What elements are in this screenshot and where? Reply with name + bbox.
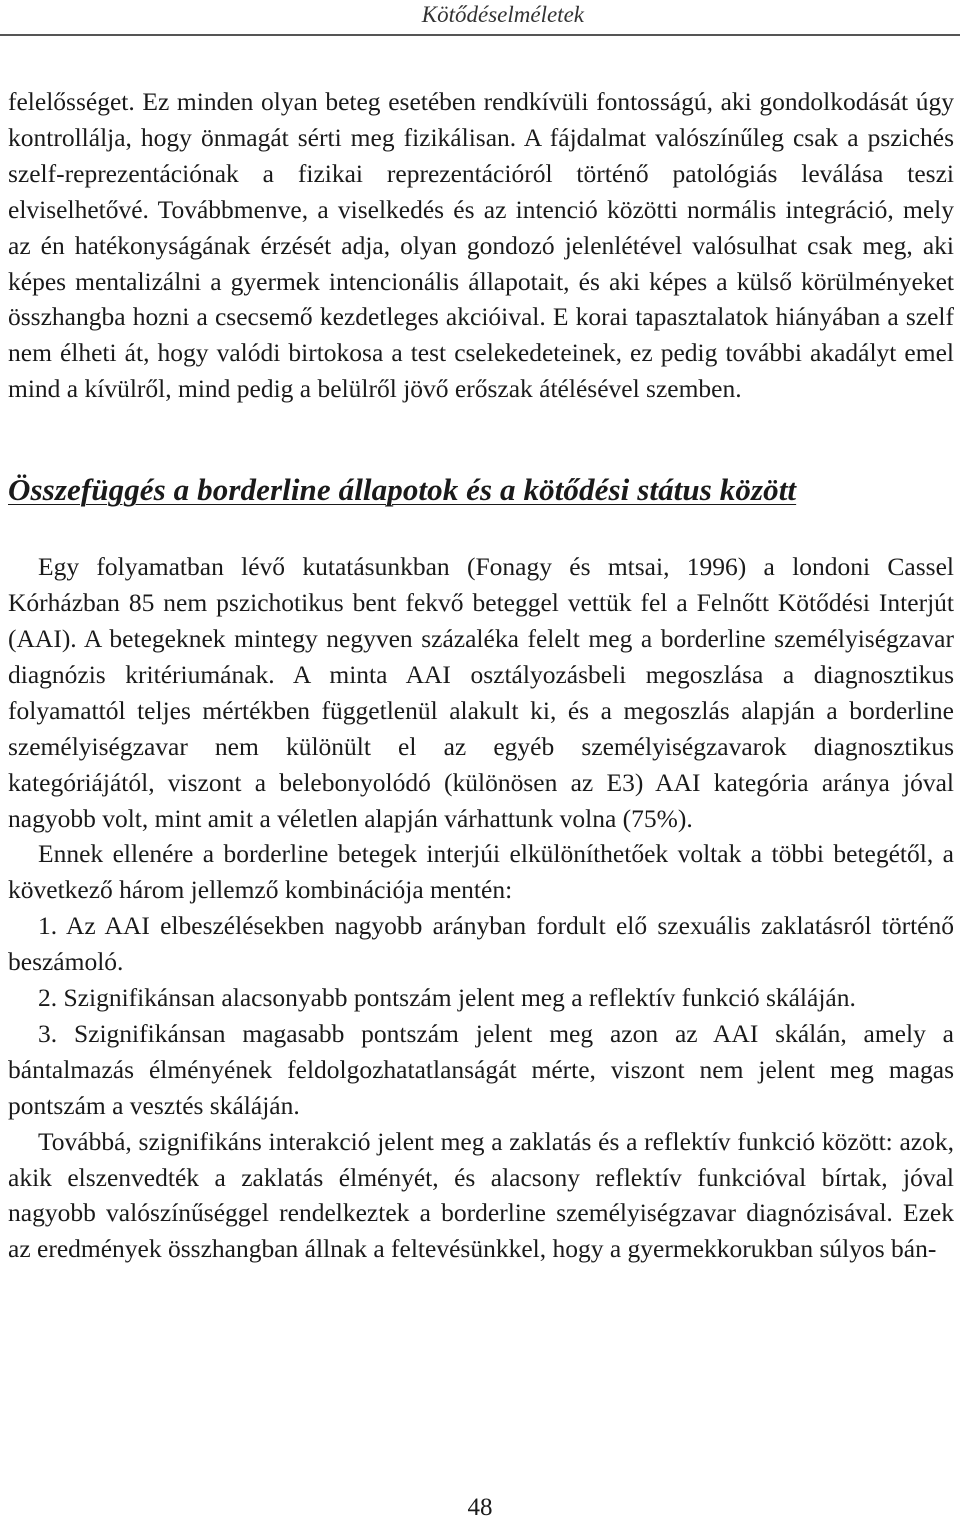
finding-item-2: 2. Szignifikánsan alacsonyabb pontszám jelent meg a reflektív funkció skáláján. [38,983,856,1013]
study-paragraph: Egy folyamatban lévő kutatásunkban (Fonagy és mtsai, 1996) a londoni Cassel Kórházban 85 nem pszichotikus bent fekvő beteggel vettük fel a Felnőtt Kötődési Interjút (AAI). A betegeknek mintegy negyven százaléka felelt meg a borderline személyiségzavar diagnózis kritériumának. A minta AAI osztályozásbeli megoszlása a diagnosztikus folyamattól teljes mértékben függetlenül alakult ki, és a megoszlás alapján a borderline személyiségzavar nem különült el az egyéb személyiségzavarok diagnosztikus kategóriájától, viszont a belebonyolódó (különösen az E3) AAI kategória aránya jóval nagyobb volt, mint amit a véletlen alapján várhattunk volna (75%). [8,552,954,833]
distinguish-paragraph: Ennek ellenére a borderline betegek interjúi elkülöníthetőek voltak a többi betegétől, a következő három jellemző kombinációja mentén: [8,839,954,905]
running-title: Kötődéselméletek [421,2,584,27]
intro-paragraph: felelősséget. Ez minden olyan beteg esetében rendkívüli fontosságú, aki gondolkodását úgy kontrollálja, hogy önmagát sérti meg fizikálisan. A fájdalmat valószínűleg csak a pszichés szelf-reprezentációnak a fizikai reprezentációról történő patológiás leválása teszi elviselhetővé. Továbbmenve, a viselkedés és az intenció közötti normális integráció, mely az én hatékonyságának érzését adja, olyan gondozó jelenlétével valósulhat csak meg, aki képes mentalizálni a gyermek intencionális állapotait, és aki képes a külső körülményeket összhangba hozni a csecsemő kezdetleges akcióival. E korai tapasztalatok hiányában a szelf nem élheti át, hogy valódi birtokosa a test cselekedeteinek, ez pedig további akadályt emel mind a kívülről, mind pedig a belülről jövő erőszak átélésével szemben. [8,87,954,404]
finding-item-3: 3. Szignifikánsan magasabb pontszám jelent meg azon az AAI skálán, amely a bántalmazás élményének feldolgozhatatlanságát mérte, viszont nem jelent meg magas pontszám a vesztés skáláján. [8,1018,954,1120]
finding-item-1: 1. Az AAI elbeszélésekben nagyobb arányban fordult elő szexuális zaklatásról történő beszámoló. [8,911,954,977]
section-heading: Összefüggés a borderline állapotok és a kötődési státus között [8,472,797,508]
running-header [0,0,960,36]
page-number: 48 [467,1494,493,1521]
interaction-paragraph: Továbbá, szignifikáns interakció jelent meg a zaklatás és a reflektív funkció között: azok, akik elszenvedték a zaklatás élményét, és alacsony reflektív funkcióval bírtak, jóval nagyobb valószínűséggel rendelkeztek a borderline személyiségzavar diagnózisával. Ezek az eredmények összhangban állnak a feltevésünkkel, hogy a gyermekkorukban súlyos bán- [8,1126,954,1264]
page-body [8,84,954,1267]
